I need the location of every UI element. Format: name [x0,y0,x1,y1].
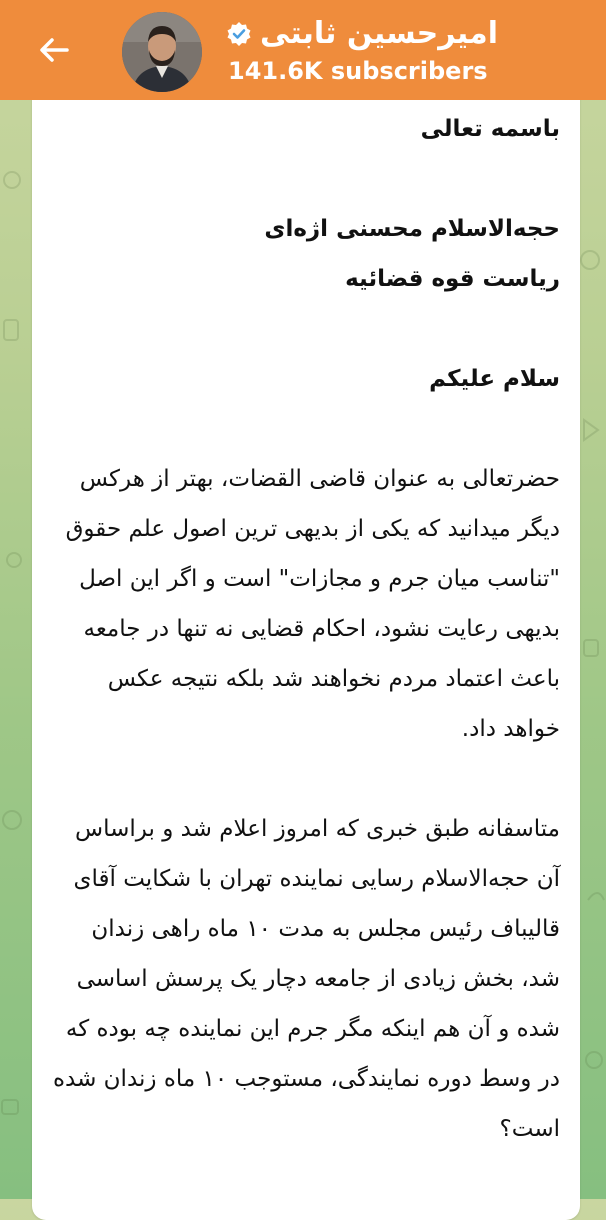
channel-header [0,0,606,100]
message-paragraph: حضرتعالی به عنوان قاضی القضات، بهتر از هرکس دیگر میدانید که یکی از بدیهی ترین اصول علم حقوق "تناسب میان جرم و مجازات" است و اگر این اصل بدیهی رعایت نشود، احکام قضایی نه تنها در جامعه باعث اعتماد مردم نخواهند شد بلکه نتیجه عکس خواهد داد. [65,466,560,742]
message-greeting: سلام علیکم [429,366,560,392]
channel-name: امیرحسین ثابتی [260,16,498,51]
subscriber-count: 141.6K subscribers [228,57,488,85]
message-salutation: باسمه تعالی [420,116,560,142]
channel-avatar[interactable] [122,12,202,92]
message-text[interactable] [48,104,560,1204]
arrow-left-icon [37,33,71,67]
verified-badge-icon [226,21,252,47]
back-button[interactable] [26,22,82,78]
title-row[interactable] [226,12,498,56]
avatar-photo [122,12,202,92]
message-paragraph: متاسفانه طبق خبری که امروز اعلام شد و براساس آن حجه‌الاسلام رسایی نماینده تهران با شکایت آقای قالیباف رئیس مجلس به مدت ۱۰ ماه راهی زندان شد، بخش زیادی از جامعه دچار یک پرسش اساسی شده و آن هم اینکه مگر جرم این نماینده چه بوده که در وسط دوره نمایندگی، مستوجب ۱۰ ماه زندان شده است؟ [52,816,560,1142]
message-recipient: حجه‌الاسلام محسنی اژه‌ای ریاست قوه قضائیه [264,216,560,292]
